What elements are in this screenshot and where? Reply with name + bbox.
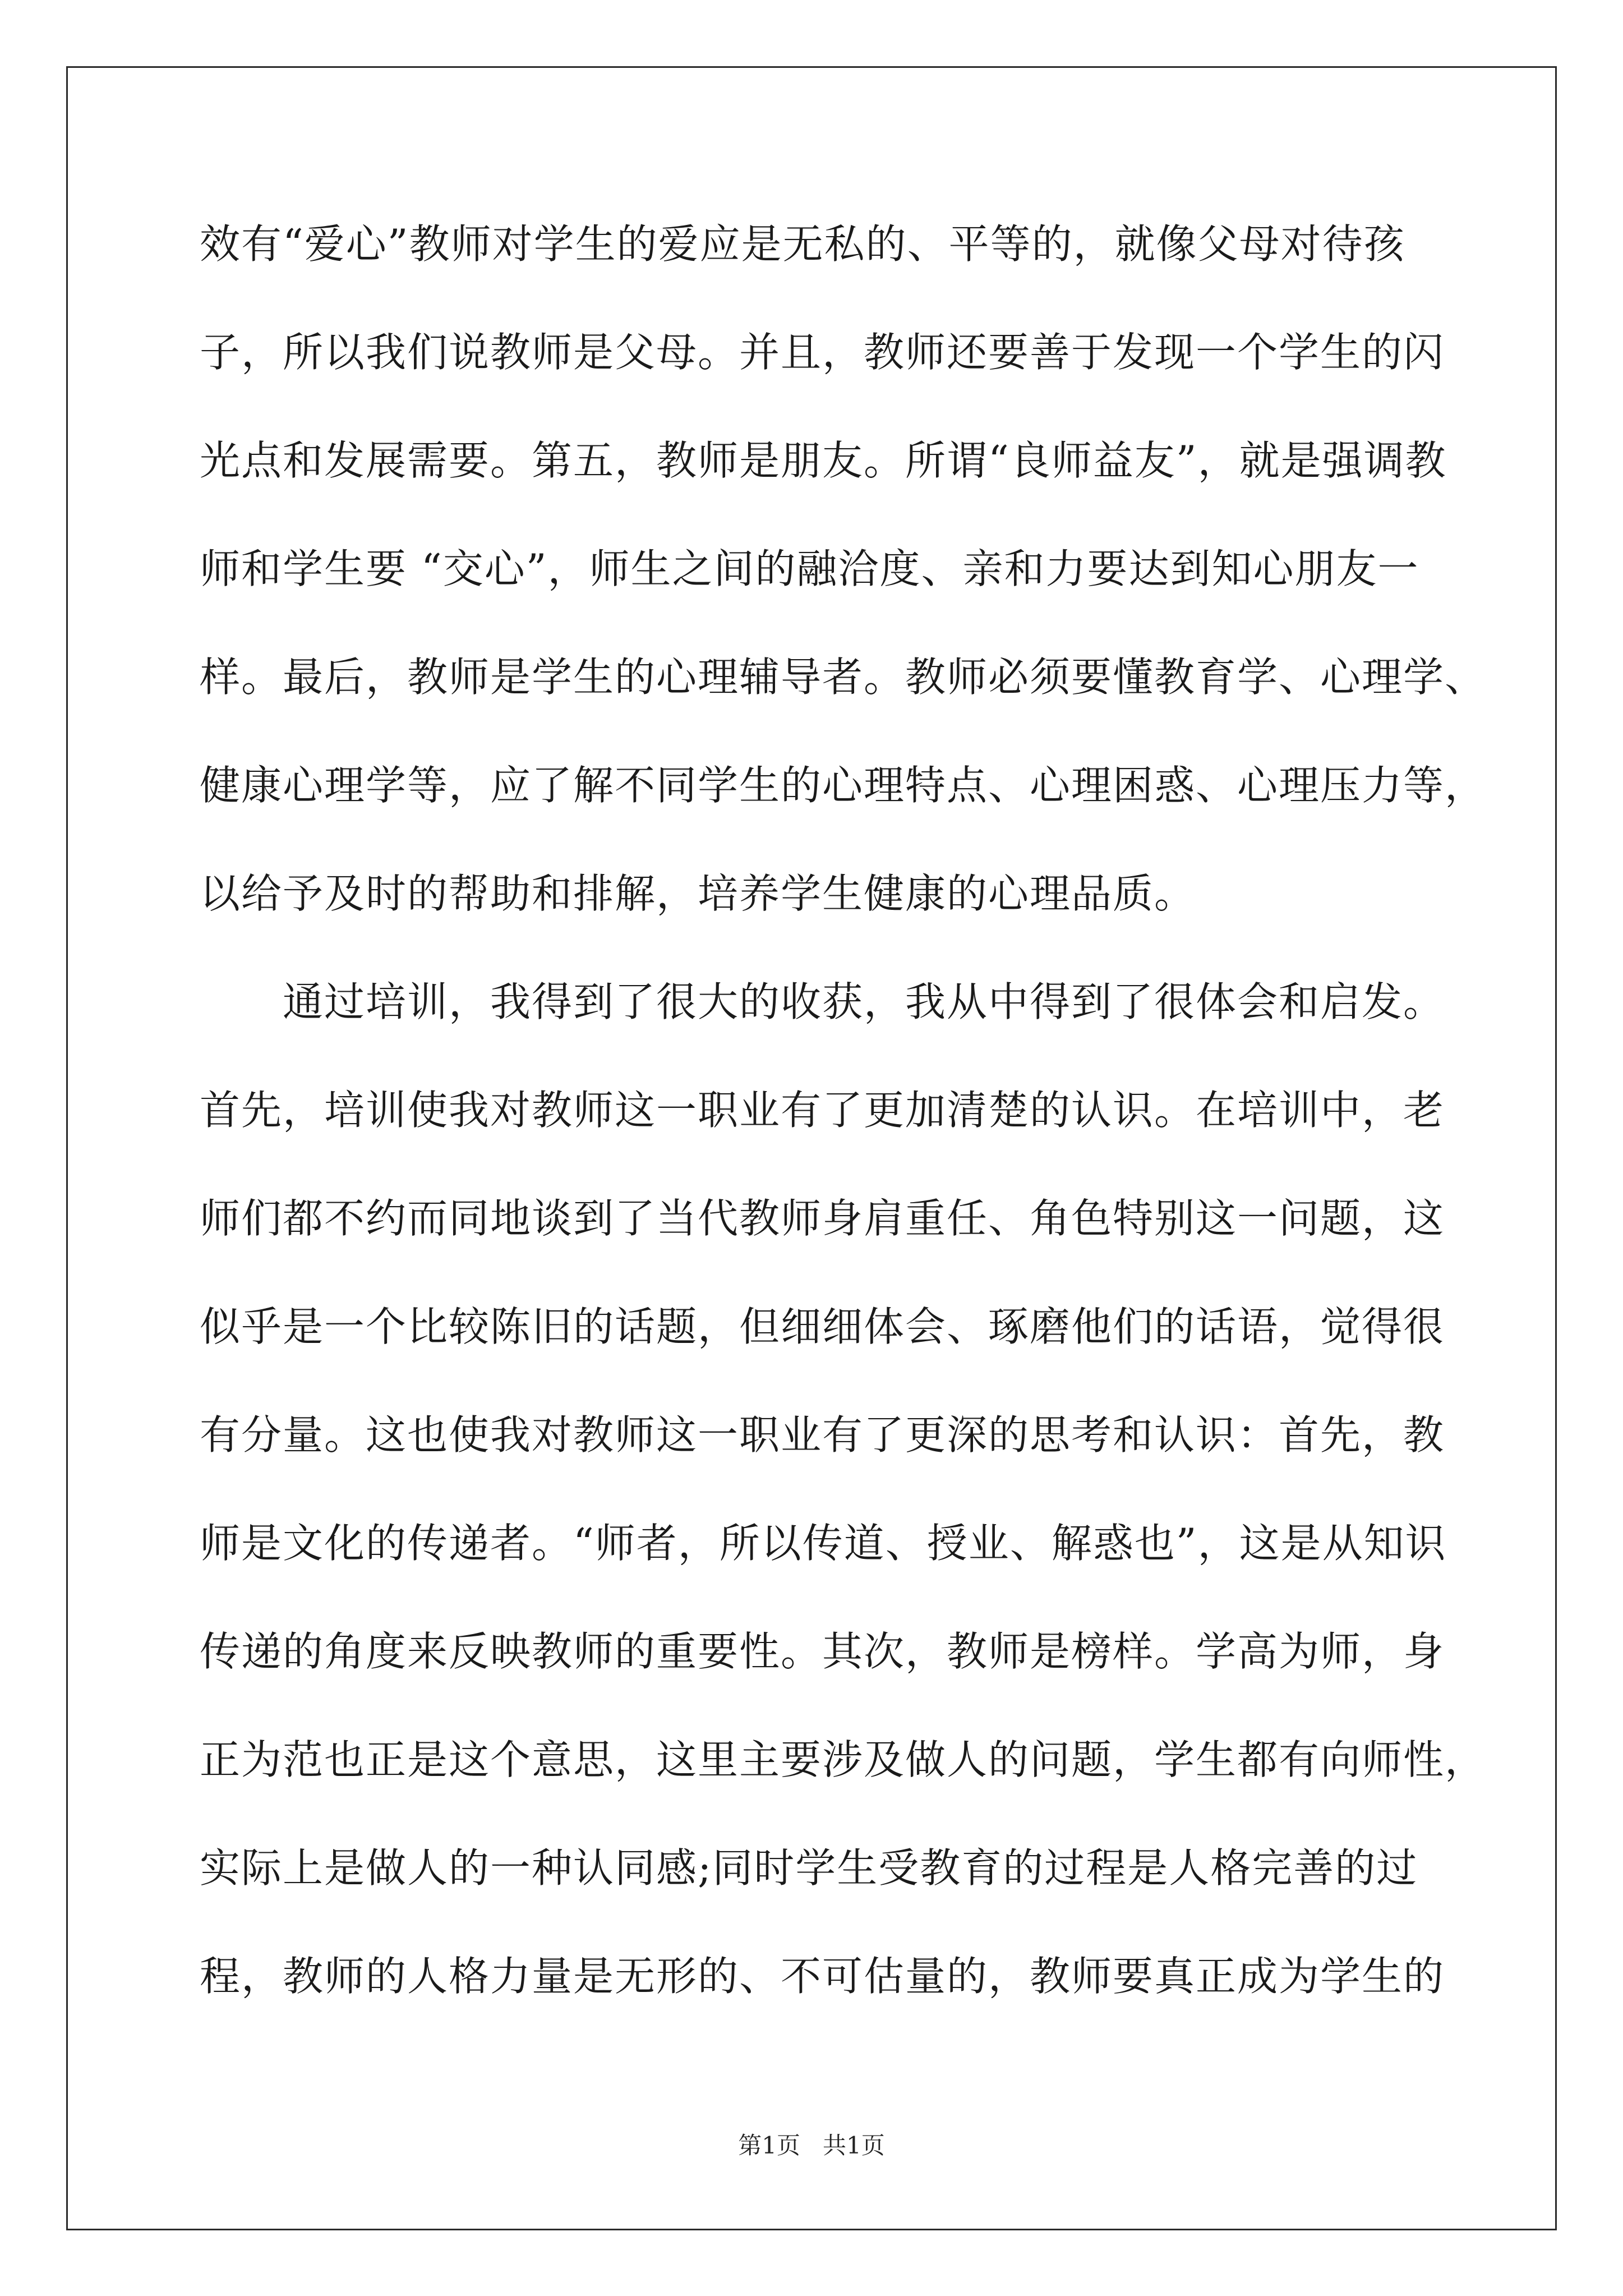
- text-line: 光点和发展需要。第五，教师是朋友。所谓“良师益友”，就是强调教: [200, 437, 1447, 484]
- text-line: 健康心理学等，应了解不同学生的心理特点、心理困惑、心理压力等，: [200, 762, 1487, 809]
- text-line: 师们都不约而同地谈到了当代教师身肩重任、角色特别这一问题，这: [200, 1195, 1445, 1242]
- text-line: 实际上是做人的一种认同感;同时学生受教育的过程是人格完善的过: [200, 1844, 1418, 1892]
- text-line: 有分量。这也使我对教师这一职业有了更深的思考和认识：首先，教: [200, 1411, 1445, 1458]
- page-footer: [0, 2129, 1623, 2162]
- page-number: 第1页: [738, 2132, 800, 2159]
- text-line: 正为范也正是这个意思，这里主要涉及做人的问题，学生都有向师性，: [200, 1736, 1487, 1783]
- text-line: 师是文化的传递者。“师者，所以传道、授业、解惑也”，这是从知识: [200, 1520, 1447, 1567]
- text-line: 子，所以我们说教师是父母。并且，教师还要善于发现一个学生的闪: [200, 329, 1445, 376]
- document-body: [200, 210, 1487, 2051]
- text-line: 以给予及时的帮助和排解，培养学生健康的心理品质。: [200, 870, 1196, 917]
- text-line: 程，教师的人格力量是无形的、不可估量的，教师要真正成为学生的: [200, 1953, 1445, 2000]
- page-total: 共1页: [823, 2132, 885, 2159]
- text-line: 似乎是一个比较陈旧的话题，但细细体会、琢磨他们的话语，觉得很: [200, 1303, 1445, 1350]
- text-line: 效有“爱心”教师对学生的爱应是无私的、平等的，就像父母对待孩: [200, 220, 1405, 268]
- text-line: 首先，培训使我对教师这一职业有了更加清楚的认识。在培训中，老: [200, 1087, 1445, 1134]
- text-line: 师和学生要 “交心”，师生之间的融洽度、亲和力要达到知心朋友一: [200, 545, 1419, 592]
- text-line: 样。最后，教师是学生的心理辅导者。教师必须要懂教育学、心理学、: [200, 654, 1487, 701]
- paragraph-start-line: 通过培训，我得到了很大的收获，我从中得到了很体会和启发。: [283, 978, 1445, 1025]
- text-line: 传递的角度来反映教师的重要性。其次，教师是榜样。学高为师，身: [200, 1628, 1445, 1675]
